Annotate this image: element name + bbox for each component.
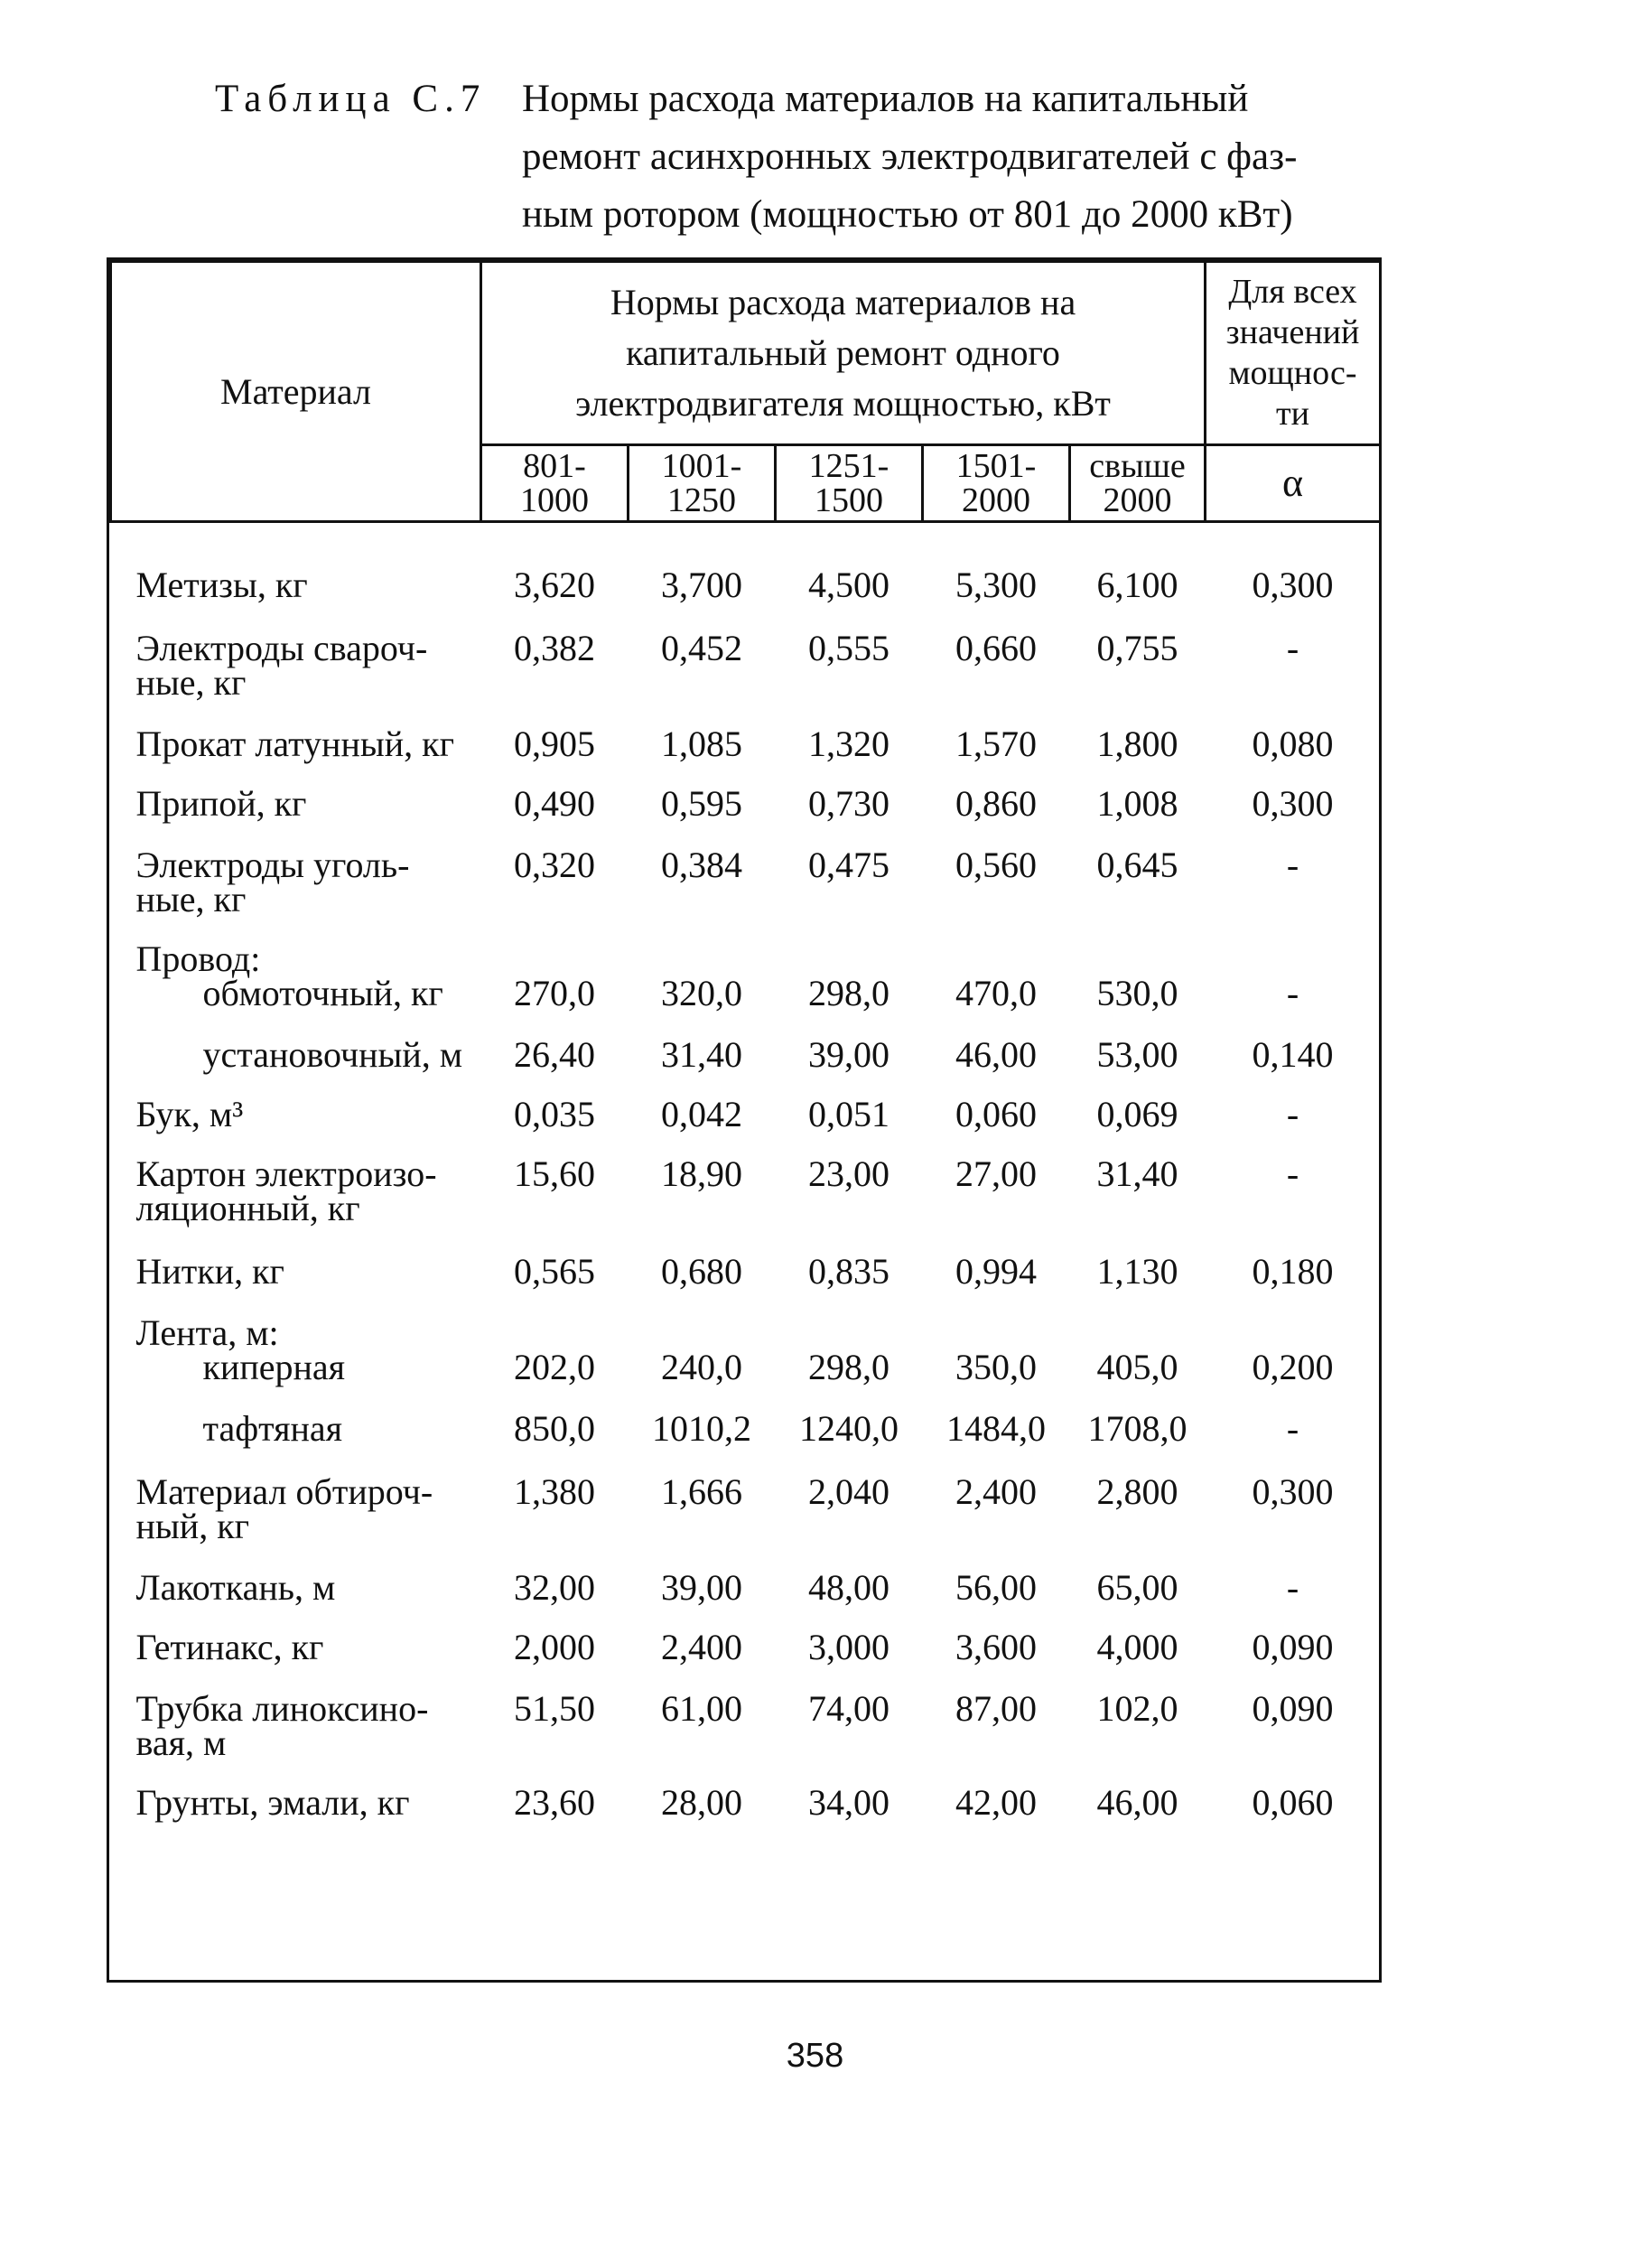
alpha-value-cell: 0,300 bbox=[1252, 565, 1334, 605]
norm-value-cell: 102,0 bbox=[1096, 1688, 1178, 1729]
header-power-range bbox=[481, 445, 629, 522]
alpha-value-cell: - bbox=[1286, 1567, 1299, 1608]
table-row bbox=[111, 1289, 1381, 1350]
alpha-value-cell: - bbox=[1286, 1094, 1299, 1134]
table-row bbox=[111, 1605, 1381, 1665]
header-norms-group bbox=[481, 262, 1206, 445]
material-name-cell bbox=[111, 1665, 481, 1763]
material-name-line: киперная bbox=[202, 1347, 346, 1387]
header-power-range-line: свыше bbox=[1089, 447, 1186, 485]
table-caption-title bbox=[522, 70, 1407, 244]
norm-value-cell: 61,00 bbox=[661, 1688, 742, 1729]
norm-value-cell: 1708,0 bbox=[1087, 1408, 1188, 1449]
norm-value-cell: 46,00 bbox=[1096, 1782, 1178, 1823]
norm-value-cell: 23,60 bbox=[514, 1782, 595, 1823]
norm-value-cell: 31,40 bbox=[1096, 1153, 1178, 1194]
norm-value-cell: 0,555 bbox=[808, 628, 890, 668]
norm-value-cell: 5,300 bbox=[955, 565, 1037, 605]
norm-value-cell bbox=[629, 1289, 776, 1350]
norm-value-cell: 0,730 bbox=[808, 783, 890, 824]
material-name-cell bbox=[111, 1347, 481, 1387]
norm-value-cell: 0,680 bbox=[661, 1251, 742, 1292]
norm-value-cell bbox=[1070, 917, 1206, 976]
material-name-line: ные, кг bbox=[135, 662, 247, 703]
table-row bbox=[111, 976, 1381, 1011]
table-row bbox=[111, 1544, 1381, 1605]
norms-table bbox=[109, 260, 1382, 1823]
material-name-line: Грунты, эмали, кг bbox=[135, 1782, 410, 1823]
norm-value-cell: 0,905 bbox=[514, 723, 595, 764]
material-name-line: Лента, м: bbox=[135, 1312, 279, 1353]
norm-value-cell: 53,00 bbox=[1096, 1034, 1178, 1075]
header-power-range-line: 1000 bbox=[520, 481, 589, 519]
norm-value-cell: 0,835 bbox=[808, 1251, 890, 1292]
norm-value-cell: 298,0 bbox=[808, 973, 890, 1013]
material-name-cell bbox=[111, 761, 481, 824]
norm-value-cell: 470,0 bbox=[955, 973, 1037, 1013]
norm-value-cell: 0,051 bbox=[808, 1094, 890, 1134]
norm-value-cell: 1,570 bbox=[955, 723, 1037, 764]
norm-value-cell: 27,00 bbox=[955, 1153, 1037, 1194]
table-row bbox=[111, 1665, 1381, 1760]
material-name-cell bbox=[111, 1760, 481, 1823]
alpha-value-cell bbox=[1206, 1289, 1381, 1350]
material-name-cell bbox=[111, 1385, 481, 1449]
material-name-cell bbox=[111, 1226, 481, 1292]
norm-value-cell: 0,595 bbox=[661, 783, 742, 824]
norm-value-cell: 0,660 bbox=[955, 628, 1037, 668]
material-name-line: Картон электроизо- bbox=[135, 1153, 437, 1194]
norm-value-cell: 26,40 bbox=[514, 1034, 595, 1075]
table-row bbox=[111, 1226, 1381, 1289]
table-caption-line: ремонт асинхронных электродвигателей с фаз- bbox=[522, 135, 1298, 178]
table-row bbox=[111, 1350, 1381, 1385]
alpha-value-cell: 0,090 bbox=[1252, 1627, 1334, 1667]
header-power-range bbox=[776, 445, 923, 522]
norm-value-cell: 46,00 bbox=[955, 1034, 1037, 1075]
table-row bbox=[111, 1072, 1381, 1132]
norm-value-cell: 3,620 bbox=[514, 565, 595, 605]
page-number: 358 bbox=[786, 2037, 844, 2075]
norm-value-cell: 48,00 bbox=[808, 1567, 890, 1608]
norm-value-cell: 18,90 bbox=[661, 1153, 742, 1194]
material-name-line: Припой, кг bbox=[135, 783, 307, 824]
material-name-line: тафтяная bbox=[202, 1408, 343, 1449]
norm-value-cell: 87,00 bbox=[955, 1688, 1037, 1729]
norm-value-cell: 240,0 bbox=[661, 1347, 742, 1387]
norm-value-cell: 850,0 bbox=[514, 1408, 595, 1449]
norm-value-cell: 0,382 bbox=[514, 628, 595, 668]
material-name-line: Бук, м³ bbox=[135, 1094, 244, 1134]
norm-value-cell: 270,0 bbox=[514, 973, 595, 1013]
norm-value-cell: 530,0 bbox=[1096, 973, 1178, 1013]
material-name-cell bbox=[111, 917, 481, 979]
header-all-power bbox=[1206, 262, 1381, 445]
alpha-value-cell: 0,060 bbox=[1252, 1782, 1334, 1823]
norms-table-body bbox=[111, 522, 1381, 1821]
norm-value-cell bbox=[481, 917, 629, 976]
norm-value-cell: 1,085 bbox=[661, 723, 742, 764]
norm-value-cell bbox=[923, 1289, 1070, 1350]
norm-value-cell: 1,320 bbox=[808, 723, 890, 764]
table-row bbox=[111, 821, 1381, 917]
norm-value-cell: 0,490 bbox=[514, 783, 595, 824]
norm-value-cell: 2,400 bbox=[955, 1471, 1037, 1512]
alpha-value-cell: 0,180 bbox=[1252, 1251, 1334, 1292]
alpha-value-cell: 0,090 bbox=[1252, 1688, 1334, 1729]
material-name-line: вая, м bbox=[135, 1722, 227, 1763]
norm-value-cell: 1240,0 bbox=[799, 1408, 899, 1449]
header-power-range-line: 1250 bbox=[667, 481, 736, 519]
material-name-line: ный, кг bbox=[135, 1506, 250, 1546]
norm-value-cell: 0,042 bbox=[661, 1094, 742, 1134]
alpha-value-cell: 0,200 bbox=[1252, 1347, 1334, 1387]
material-name-cell bbox=[111, 1289, 481, 1353]
material-name-line: Метизы, кг bbox=[135, 565, 308, 605]
material-name-line: Лакоткань, м bbox=[135, 1567, 336, 1608]
table-row bbox=[111, 1446, 1381, 1544]
table-caption-line: Нормы расхода материалов на капитальный bbox=[522, 78, 1249, 120]
norm-value-cell: 2,000 bbox=[514, 1627, 595, 1667]
alpha-value-cell: - bbox=[1286, 973, 1299, 1013]
table-row bbox=[111, 1132, 1381, 1226]
header-power-range-line: 2000 bbox=[1103, 481, 1172, 519]
header-power-range-line: 1501- bbox=[955, 447, 1037, 485]
norm-value-cell: 3,600 bbox=[955, 1627, 1037, 1667]
norm-value-cell: 32,00 bbox=[514, 1567, 595, 1608]
material-name-line: обмоточный, кг bbox=[202, 973, 443, 1013]
norm-value-cell bbox=[776, 917, 923, 976]
table-spacer-row bbox=[111, 522, 1381, 569]
norm-value-cell: 2,400 bbox=[661, 1627, 742, 1667]
norm-value-cell: 1010,2 bbox=[652, 1408, 751, 1449]
alpha-value-cell bbox=[1206, 917, 1381, 976]
table-caption-label: Таблица С.7 bbox=[215, 78, 487, 120]
table-row bbox=[111, 1385, 1381, 1446]
norm-value-cell: 65,00 bbox=[1096, 1567, 1178, 1608]
header-power-range-line: 1500 bbox=[815, 481, 883, 519]
norm-value-cell: 0,645 bbox=[1096, 845, 1178, 885]
header-power-range bbox=[1070, 445, 1206, 522]
table-row bbox=[111, 761, 1381, 821]
norm-value-cell: 1,380 bbox=[514, 1471, 595, 1512]
norm-value-cell: 1,130 bbox=[1096, 1251, 1178, 1292]
norm-value-cell: 39,00 bbox=[808, 1034, 890, 1075]
material-name-cell bbox=[111, 1011, 481, 1075]
material-name-line: Прокат латунный, кг bbox=[135, 723, 454, 764]
material-name-line: ные, кг bbox=[135, 879, 247, 919]
norm-value-cell: 28,00 bbox=[661, 1782, 742, 1823]
norm-value-cell: 0,475 bbox=[808, 845, 890, 885]
alpha-value-cell: - bbox=[1286, 628, 1299, 668]
norm-value-cell: 202,0 bbox=[514, 1347, 595, 1387]
header-power-range bbox=[923, 445, 1070, 522]
header-alpha: α bbox=[1206, 445, 1381, 522]
header-all-power-line: Для всех bbox=[1228, 273, 1357, 311]
norm-value-cell: 1,800 bbox=[1096, 723, 1178, 764]
norm-value-cell bbox=[481, 1289, 629, 1350]
material-name-line: Электроды уголь- bbox=[135, 845, 410, 885]
norm-value-cell: 4,000 bbox=[1096, 1627, 1178, 1667]
norm-value-cell: 0,860 bbox=[955, 783, 1037, 824]
material-name-line: установочный, м bbox=[202, 1034, 463, 1075]
norm-value-cell: 0,560 bbox=[955, 845, 1037, 885]
norm-value-cell bbox=[1070, 1289, 1206, 1350]
norm-value-cell: 350,0 bbox=[955, 1347, 1037, 1387]
header-power-range bbox=[629, 445, 776, 522]
norm-value-cell: 0,565 bbox=[514, 1251, 595, 1292]
alpha-value-cell: 0,140 bbox=[1252, 1034, 1334, 1075]
norm-value-cell bbox=[923, 917, 1070, 976]
norm-value-cell: 23,00 bbox=[808, 1153, 890, 1194]
material-name-cell bbox=[111, 1446, 481, 1544]
norm-value-cell: 298,0 bbox=[808, 1347, 890, 1387]
table-caption-line: ным ротором (мощностью от 801 до 2000 кВт) bbox=[522, 193, 1293, 236]
material-name-cell bbox=[111, 821, 481, 917]
alpha-value-cell: - bbox=[1286, 1153, 1299, 1194]
material-name-cell bbox=[111, 700, 481, 764]
norm-value-cell: 74,00 bbox=[808, 1688, 890, 1729]
norm-value-cell: 6,100 bbox=[1096, 565, 1178, 605]
table-row bbox=[111, 568, 1381, 602]
material-name-line: ляционный, кг bbox=[135, 1188, 360, 1228]
header-all-power-line: мощнос- bbox=[1228, 354, 1357, 392]
norm-value-cell: 3,000 bbox=[808, 1627, 890, 1667]
material-name-cell bbox=[111, 1072, 481, 1132]
material-name-line: Гетинакс, кг bbox=[135, 1627, 324, 1667]
table-row bbox=[111, 602, 1381, 700]
norms-table-frame bbox=[107, 257, 1382, 1983]
table-row bbox=[111, 917, 1381, 976]
header-norms-line: электродвигателя мощностью, кВт bbox=[575, 383, 1111, 424]
material-name-cell bbox=[111, 973, 481, 1013]
norm-value-cell: 1,008 bbox=[1096, 783, 1178, 824]
norm-value-cell: 0,320 bbox=[514, 845, 595, 885]
norm-value-cell: 4,500 bbox=[808, 565, 890, 605]
material-name-line: Трубка линоксино- bbox=[135, 1688, 429, 1729]
norm-value-cell: 0,452 bbox=[661, 628, 742, 668]
norm-value-cell: 2,800 bbox=[1096, 1471, 1178, 1512]
norm-value-cell: 34,00 bbox=[808, 1782, 890, 1823]
norm-value-cell: 3,700 bbox=[661, 565, 742, 605]
norm-value-cell bbox=[776, 1289, 923, 1350]
alpha-value-cell: 0,300 bbox=[1252, 783, 1334, 824]
header-all-power-line: ти bbox=[1276, 395, 1309, 433]
norm-value-cell: 405,0 bbox=[1096, 1347, 1178, 1387]
material-name-cell bbox=[111, 565, 481, 605]
header-power-range-line: 801- bbox=[523, 447, 586, 485]
norm-value-cell: 0,069 bbox=[1096, 1094, 1178, 1134]
table-spacer-cell bbox=[111, 522, 1381, 569]
norm-value-cell: 320,0 bbox=[661, 973, 742, 1013]
table-row bbox=[111, 1760, 1381, 1820]
material-name-cell bbox=[111, 602, 481, 703]
header-power-range-line: 2000 bbox=[962, 481, 1030, 519]
table-row bbox=[111, 700, 1381, 761]
norm-value-cell: 2,040 bbox=[808, 1471, 890, 1512]
header-norms-line: Нормы расхода материалов на bbox=[610, 282, 1076, 322]
material-name-line: Электроды свароч- bbox=[135, 628, 428, 668]
material-name-line: Материал обтироч- bbox=[135, 1471, 433, 1512]
norm-value-cell: 0,755 bbox=[1096, 628, 1178, 668]
header-norms-line: капитальный ремонт одного bbox=[626, 332, 1060, 373]
alpha-value-cell: 0,080 bbox=[1252, 723, 1334, 764]
norm-value-cell: 39,00 bbox=[661, 1567, 742, 1608]
alpha-value-cell: - bbox=[1286, 845, 1299, 885]
alpha-value-cell: - bbox=[1286, 1408, 1299, 1449]
norm-value-cell: 0,035 bbox=[514, 1094, 595, 1134]
header-all-power-line: значений bbox=[1225, 313, 1360, 351]
norm-value-cell: 42,00 bbox=[955, 1782, 1037, 1823]
header-material: Материал bbox=[111, 262, 481, 522]
norm-value-cell: 1,666 bbox=[661, 1471, 742, 1512]
norm-value-cell: 51,50 bbox=[514, 1688, 595, 1729]
material-name-cell bbox=[111, 1544, 481, 1608]
norm-value-cell: 0,384 bbox=[661, 845, 742, 885]
table-row bbox=[111, 1011, 1381, 1072]
material-name-line: Нитки, кг bbox=[135, 1251, 284, 1292]
material-name-cell bbox=[111, 1132, 481, 1226]
header-power-range-line: 1001- bbox=[661, 447, 742, 485]
norm-value-cell: 1484,0 bbox=[946, 1408, 1046, 1449]
norm-value-cell: 0,060 bbox=[955, 1094, 1037, 1134]
norm-value-cell: 15,60 bbox=[514, 1153, 595, 1194]
norm-value-cell bbox=[629, 917, 776, 976]
norm-value-cell: 56,00 bbox=[955, 1567, 1037, 1608]
material-name-line: Провод: bbox=[135, 938, 261, 979]
material-name-cell bbox=[111, 1605, 481, 1665]
norm-value-cell: 31,40 bbox=[661, 1034, 742, 1075]
header-power-range-line: 1251- bbox=[808, 447, 890, 485]
norm-value-cell: 0,994 bbox=[955, 1251, 1037, 1292]
alpha-value-cell: 0,300 bbox=[1252, 1471, 1334, 1512]
